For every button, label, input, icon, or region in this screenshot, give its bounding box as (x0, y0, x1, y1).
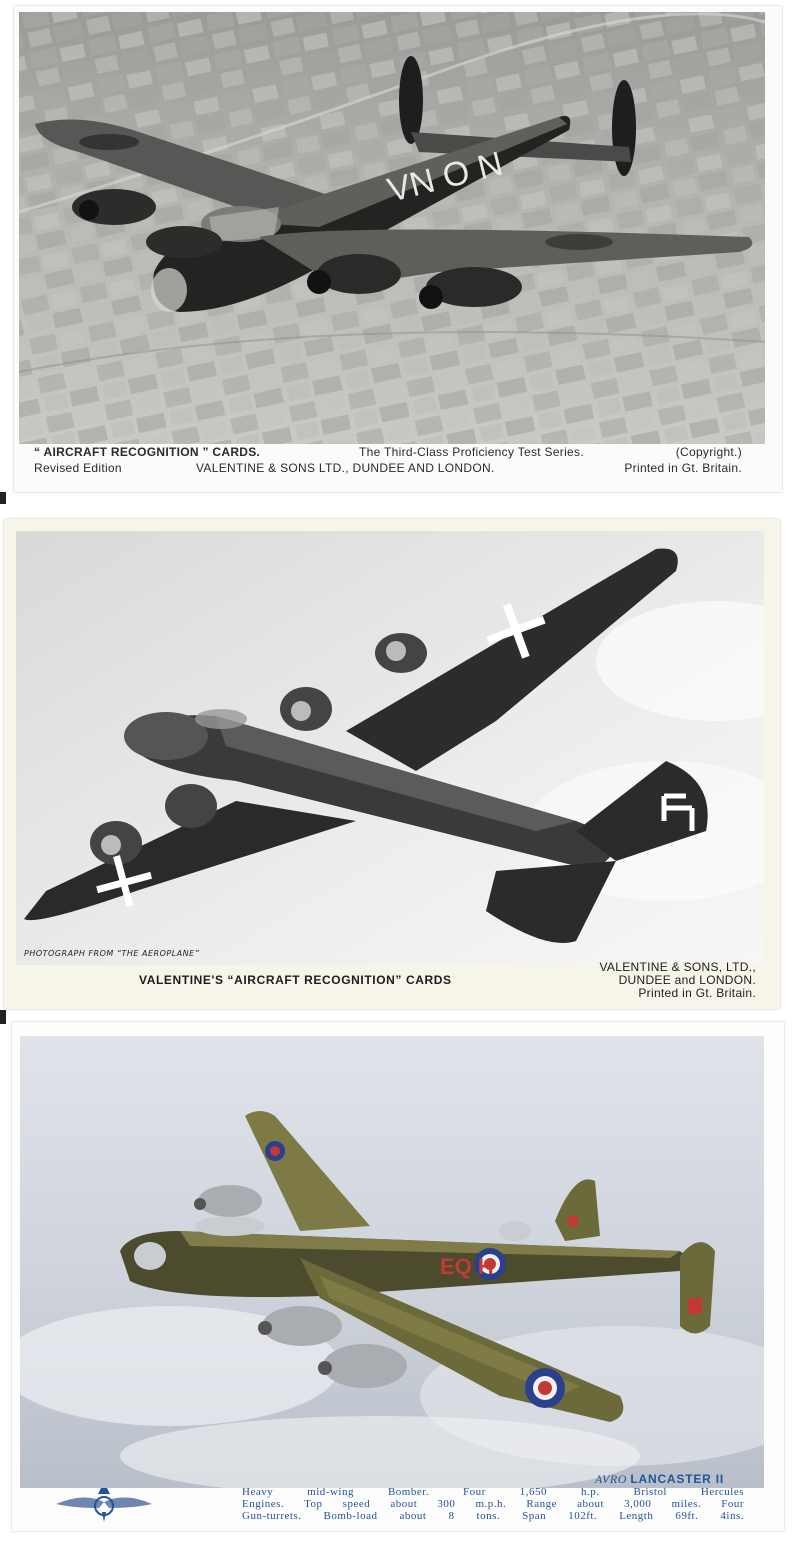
aircraft-description (242, 1486, 744, 1522)
aircraft-name: LANCASTER II (630, 1472, 724, 1486)
postcard-lancaster-painting (12, 1022, 784, 1531)
aircraft-model (595, 1472, 724, 1487)
aircraft-code: VN O N (383, 144, 507, 210)
german-bomber-photo (16, 531, 764, 965)
card2-publisher-line2: DUNDEE and LONDON. (618, 973, 756, 987)
card2-publisher-line1: VALENTINE & SONS, LTD., (599, 960, 756, 974)
card1-edition: Revised Edition (34, 461, 122, 475)
aircraft-maker: AVRO (594, 1472, 627, 1486)
raf-wings-badge (54, 1482, 154, 1526)
photo-credit: PHOTOGRAPH FROM “THE AEROPLANE” (24, 949, 200, 958)
bomber-photo-graphic (19, 12, 765, 444)
card1-caption-line2 (34, 461, 742, 477)
card2-publisher (600, 961, 757, 1000)
lancaster-code: EQ H (440, 1254, 494, 1279)
card1-printed: Printed in Gt. Britain. (624, 461, 742, 475)
description-line1: Heavy mid-wing Bomber. Four 1,650 h.p. Bristol Hercules (242, 1486, 744, 1498)
card2-publisher-line3: Printed in Gt. Britain. (638, 986, 756, 1000)
lancaster-painting (20, 1036, 764, 1488)
edge-mark-bottom (0, 1010, 6, 1024)
postcard-lancaster-photo (14, 6, 782, 492)
edge-mark-top (0, 492, 6, 504)
card1-copyright: (Copyright.) (675, 445, 742, 459)
german-bomber-graphic (16, 531, 764, 965)
description-line3: Gun-turrets. Bomb-load about 8 tons. Span 102ft. Length 69ft. 4ins. (242, 1510, 744, 1522)
description-line2: Engines. Top speed about 300 m.p.h. Range about 3,000 miles. Four (242, 1498, 744, 1510)
aerial-bomber-photo (19, 12, 765, 444)
postcard-german-bomber (4, 519, 780, 1009)
card1-series-title: “ AIRCRAFT RECOGNITION ” CARDS. (34, 445, 261, 459)
card1-series-name: The Third-Class Proficiency Test Series. (359, 445, 584, 459)
card2-title: VALENTINE'S “AIRCRAFT RECOGNITION” CARDS (139, 973, 452, 987)
card1-caption-line1 (34, 445, 742, 461)
lancaster-painting-graphic (20, 1036, 764, 1488)
card1-publisher: VALENTINE & SONS LTD., DUNDEE AND LONDON. (196, 461, 495, 475)
